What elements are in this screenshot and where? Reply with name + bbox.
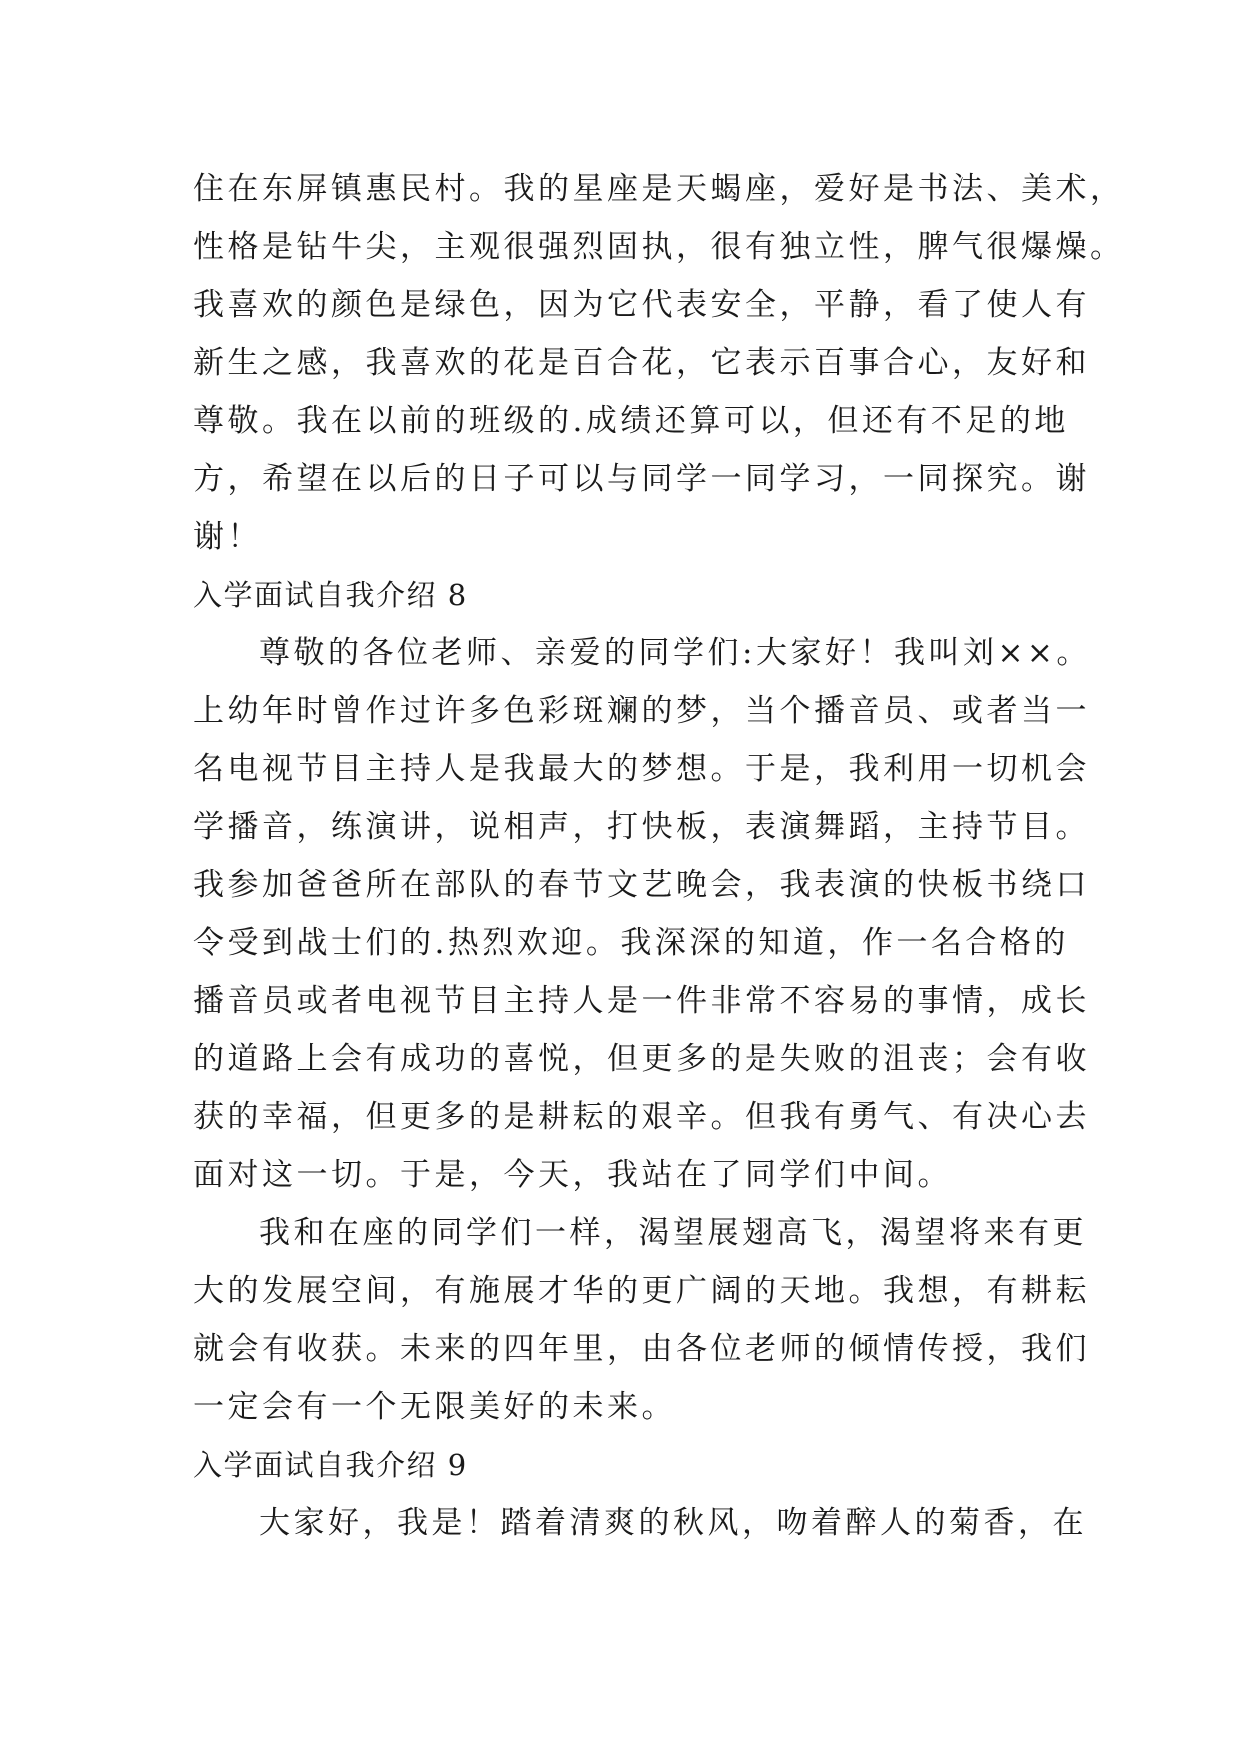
text-line: 就会有收获。未来的四年里，由各位老师的倾情传授，我们	[193, 1331, 1090, 1367]
paragraph-intro-9	[193, 1494, 1087, 1552]
text-line: 获的幸福，但更多的是耕耘的艰辛。但我有勇气、有决心去	[193, 1099, 1090, 1135]
text-line: 令受到战士们的.热烈欢迎。我深深的知道，作一名合格的	[193, 925, 1069, 961]
text-line: 一定会有一个无限美好的未来。	[193, 1389, 676, 1425]
text-line: 尊敬的各位老师、亲爱的同学们:大家好！我叫刘××。	[259, 635, 1091, 671]
text-line: 大的发展空间，有施展才华的更广阔的天地。我想，有耕耘	[193, 1273, 1090, 1309]
text-line: 我和在座的同学们一样，渴望展翅高飞，渴望将来有更	[259, 1215, 1087, 1251]
text-line: 名电视节目主持人是我最大的梦想。于是，我利用一切机会	[193, 751, 1090, 787]
section-heading-9: 入学面试自我介绍 9	[193, 1448, 468, 1482]
text-line: 住在东屏镇惠民村。我的星座是天蝎座，爱好是书法、美术，	[193, 171, 1125, 207]
text-line: 播音员或者电视节目主持人是一件非常不容易的事情，成长	[193, 983, 1090, 1019]
paragraph-intro-8-part1	[193, 624, 1091, 1204]
document-body	[193, 160, 1125, 1552]
text-line: 新生之感，我喜欢的花是百合花，它表示百事合心，友好和	[193, 345, 1090, 381]
section-heading-8: 入学面试自我介绍 8	[193, 578, 468, 612]
text-line: 性格是钻牛尖，主观很强烈固执，很有独立性，脾气很爆燥。	[193, 229, 1125, 265]
text-line: 上幼年时曾作过许多色彩斑斓的梦，当个播音员、或者当一	[193, 693, 1090, 729]
text-line: 谢！	[193, 519, 262, 555]
text-line: 我喜欢的颜色是绿色，因为它代表安全，平静，看了使人有	[193, 287, 1090, 323]
text-line: 我参加爸爸所在部队的春节文艺晚会，我表演的快板书绕口	[193, 867, 1090, 903]
text-line: 尊敬。我在以前的班级的.成绩还算可以，但还有不足的地	[193, 403, 1069, 439]
text-line: 学播音，练演讲，说相声，打快板，表演舞蹈，主持节目。	[193, 809, 1090, 845]
text-line: 面对这一切。于是，今天，我站在了同学们中间。	[193, 1157, 952, 1193]
text-line: 方，希望在以后的日子可以与同学一同学习，一同探究。谢	[193, 461, 1090, 497]
paragraph-continued-intro	[193, 160, 1125, 566]
text-line: 的道路上会有成功的喜悦，但更多的是失败的沮丧；会有收	[193, 1041, 1090, 1077]
paragraph-intro-8-part2	[193, 1204, 1090, 1436]
text-line: 大家好，我是！踏着清爽的秋风，吻着醉人的菊香，在	[259, 1505, 1087, 1541]
